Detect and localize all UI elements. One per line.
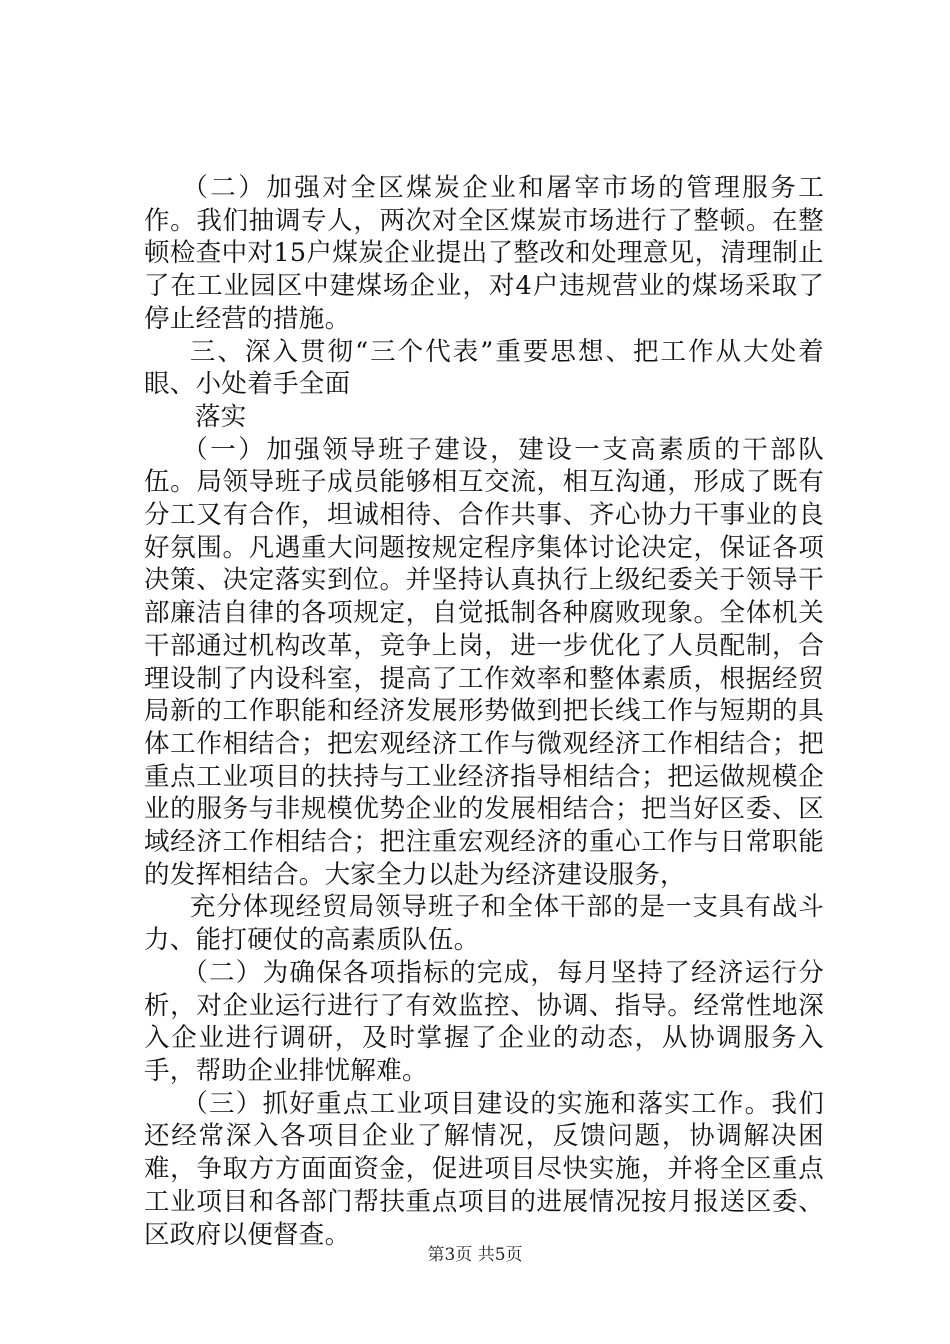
section-heading-three: 三、深入贯彻“三个代表”重要思想、把工作从大处着眼、小处着手全面 <box>144 336 824 400</box>
paragraph-leadership-building: （一）加强领导班子建设，建设一支高素质的干部队伍。局领导班子成员能够相互交流，相互沟通，形成了既有分工又有合作，坦诚相待、合作共事、齐心协力干事业的良好氛围。凡遇重大问题按规定程序集体讨论决定，保证各项决策、决定落实到位。并坚持认真执行上级纪委关于领导干部廉洁自律的各项规定，自觉抵制各种腐败现象。全体机关干部通过机构改革，竞争上岗，进一步优化了人员配制，合理设制了内设科室，提高了工作效率和整体素质，根据经贸局新的工作职能和经济发展形势做到把长线工作与短期的具体工作相结合；把宏观经济工作与微观经济工作相结合；把重点工业项目的扶持与工业经济指导相结合；把运做规模企业的服务与非规模优势企业的发展相结合；把当好区委、区域经济工作相结合；把注重宏观经济的重心工作与日常职能的发挥相结合。大家全力以赴为经济建设服务， <box>144 434 824 890</box>
page-footer <box>0 1244 950 1266</box>
paragraph-key-projects: （三）抓好重点工业项目建设的实施和落实工作。我们还经常深入各项目企业了解情况，反馈问题，协调解决困难，争取方方面面资金，促进项目尽快实施，并将全区重点工业项目和各部门帮扶重点项目的进展情况按月报送区委、区政府以便督查。 <box>144 1088 824 1250</box>
paragraph-team-quality: 充分体现经贸局领导班子和全体干部的是一支具有战斗力、能打硬仗的高素质队伍。 <box>144 892 824 956</box>
document-body <box>144 172 824 1251</box>
page-number-label: 第3页 共5页 <box>427 1245 523 1265</box>
paragraph-coal-management: （二）加强对全区煤炭企业和屠宰市场的管理服务工作。我们抽调专人，两次对全区煤炭市场进行了整顿。在整顿检查中对15户煤炭企业提出了整改和处理意见，清理制止了在工业园区中建煤场企业，对4户违规营业的煤场采取了停止经营的措施。 <box>144 173 824 334</box>
paragraph-economic-analysis: （二）为确保各项指标的完成，每月坚持了经济运行分析，对企业运行进行了有效监控、协调、指导。经常性地深入企业进行调研，及时掌握了企业的动态，从协调服务入手，帮助企业排忧解难。 <box>144 957 824 1086</box>
section-heading-continuation: 落实 <box>195 401 247 432</box>
